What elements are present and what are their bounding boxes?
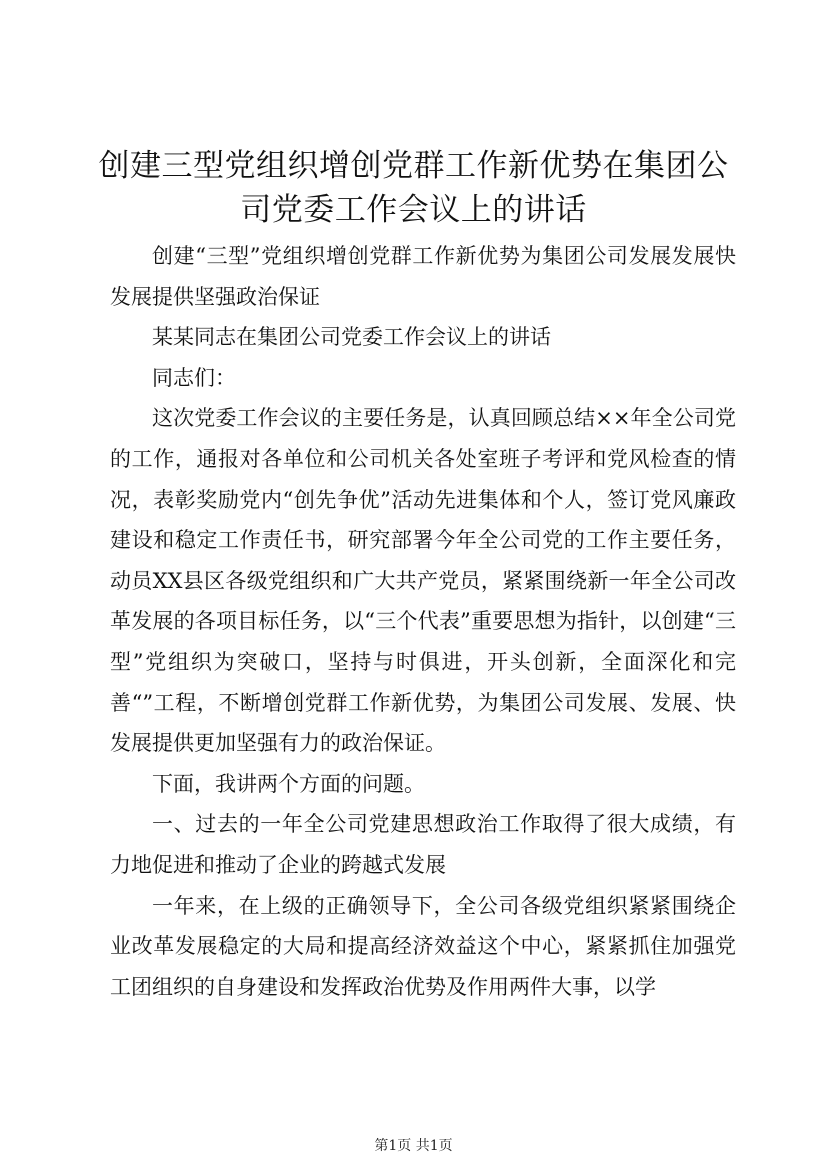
- page-footer: 第1页 共1页: [374, 1138, 453, 1154]
- document-body: [110, 236, 736, 1007]
- salutation: 同志们：: [152, 365, 236, 390]
- speaker-line: 某某同志在集团公司党委工作会议上的讲话: [152, 325, 551, 350]
- body-paragraph: 一年来，在上级的正确领导下，全公司各级党组织紧紧围绕企业改革发展稳定的大局和提高经济效益这个中心，紧紧抓住加强党工团组织的自身建设和发挥政治优势及作用两件大事，以学: [110, 893, 736, 999]
- body-paragraph: 这次党委工作会议的主要任务是，认真回顾总结××年全公司党的工作，通报对各单位和公司机关各处室班子考评和党风检查的情况，表彰奖励党内“创先争优”活动先进集体和个人，签订党风廉政建设和稳定工作责任书，研究部署今年全公司党的工作主要任务，动员XX县区各级党组织和广大共产党员，紧紧围绕新一年全公司改革发展的各项目标任务，以“三个代表”重要思想为指针，以创建“三型”党组织为突破口，坚持与时俱进，开头创新，全面深化和完善“”工程，不断增创党群工作新优势，为集团公司发展、发展、快发展提供更加坚强有力的政治保证。: [110, 406, 736, 756]
- subtitle-paragraph: 创建“三型”党组织增创党群工作新优势为集团公司发展发展快发展提供坚强政治保证: [110, 244, 736, 309]
- section-heading: 一、过去的一年全公司党建思想政治工作取得了很大成绩，有力地促进和推动了企业的跨越式发展: [110, 812, 736, 877]
- body-paragraph: 下面，我讲两个方面的问题。: [152, 771, 425, 796]
- document-title: 创建三型党组织增创党群工作新优势在集团公司党委工作会议上的讲话: [98, 148, 729, 228]
